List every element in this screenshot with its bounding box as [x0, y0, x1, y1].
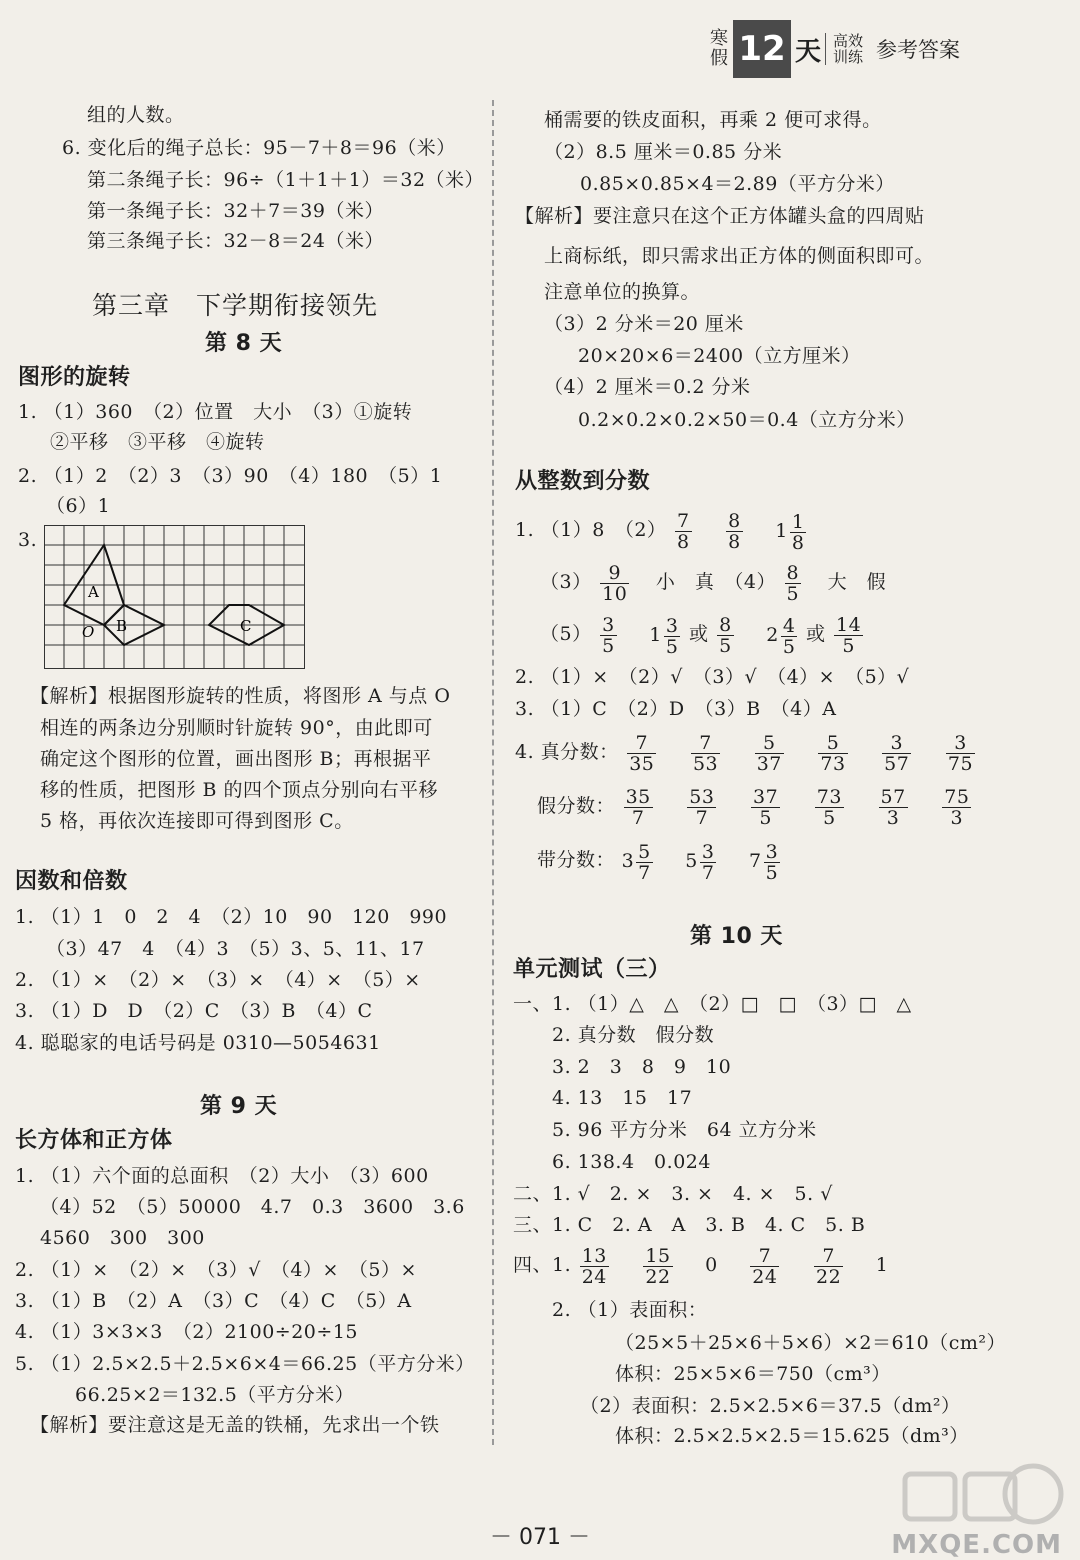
fraction: $\frac{3}{57}$ [884, 731, 910, 775]
text-line: 4. （1）3×3×3 （2）2100÷20÷15 [15, 1321, 358, 1343]
watermark-text: MXQE.COM [891, 1530, 1062, 1560]
text-line: 第二条绳子长：96÷（1＋1＋1）＝32（米） [87, 169, 485, 191]
mixed-number: 5 $\frac{3}{7}$ [685, 840, 715, 884]
row-label: 带分数： [537, 849, 616, 871]
text-line: 0.85×0.85×4＝2.89（平方分米） [580, 173, 895, 195]
text-line: （2）表面积：2.5×2.5×6＝37.5（dm²） [580, 1395, 961, 1417]
text-line: 2. （1）2 （2）3 （3）90 （4）180 （5）1 [18, 465, 443, 487]
fraction: $\frac{37}{5}$ [753, 785, 779, 829]
section-heading: 从整数到分数 [515, 469, 651, 494]
text-line: 2. （1）× （2）× （3）× （4）× （5）× [15, 969, 421, 991]
fraction: $\frac{7}{35}$ [629, 731, 655, 775]
fraction: $\frac{7}{24}$ [752, 1244, 778, 1288]
text-line: 2. （1）表面积： [552, 1299, 708, 1321]
header-training: 高效训练 [825, 33, 866, 65]
header-number: 12 [733, 20, 791, 78]
label-a: A [88, 583, 99, 601]
header-season: 寒假 [710, 28, 728, 69]
text-line: 3. （1）D D （2）C （3）B （4）C [15, 1000, 373, 1022]
value-text: 1 [875, 1254, 889, 1276]
text-line: 6. 变化后的绳子总长：95－7＋8＝96（米） [62, 137, 456, 159]
row-text: 大 假 [827, 571, 887, 593]
text-line: 1. （1）1 0 2 4 （2）10 90 120 990 [15, 906, 448, 928]
day-heading: 第 10 天 [690, 924, 783, 949]
text-line: 组的人数。 [87, 104, 185, 126]
row-label: 1. （1）8 （2） [515, 519, 667, 541]
text-line: （2）8.5 厘米＝0.85 分米 [544, 141, 783, 163]
text-line: （25×5＋25×6＋5×6）×2＝610（cm²） [615, 1332, 1007, 1354]
chapter-title: 第三章 下学期衔接领先 [92, 291, 379, 320]
text-line: 3. [18, 529, 38, 551]
analysis-line: 相连的两条边分别顺时针旋转 90°，由此即可 [40, 717, 433, 739]
rotation-grid-figure [44, 525, 306, 670]
row-label: 四、1. [513, 1254, 572, 1276]
text-line: （4）2 厘米＝0.2 分米 [544, 376, 751, 398]
analysis-line: 5 格，再依次连接即可得到图形 C。 [40, 810, 354, 832]
analysis-line: 【解析】要注意这是无盖的铁桶，先求出一个铁 [30, 1414, 440, 1436]
mixed-number: 3 $\frac{5}{7}$ [621, 840, 651, 884]
text-line: 2. （1）× （2）√ （3）√ （4）× （5）√ [515, 666, 910, 688]
text-line: （3）47 4 （4）3 （5）3、5、11、17 [46, 938, 425, 960]
text-line: 66.25×2＝132.5（平方分米） [75, 1384, 355, 1406]
section-heading: 因数和倍数 [15, 869, 128, 894]
text-line: 3. 2 3 8 9 10 [552, 1056, 732, 1078]
text-line: 2. （1）× （2）× （3）√ （4）× （5）× [15, 1259, 417, 1281]
text-line: 1. （1）360 （2）位置 大小 （3）①旋转 [18, 401, 413, 423]
mixed-number: 1 $\frac{1}{8}$ [775, 510, 805, 554]
fraction: $\frac{8}{5}$ [786, 561, 800, 605]
text-line: 2. 真分数 假分数 [552, 1024, 715, 1046]
fraction-row [513, 1243, 888, 1287]
fraction: $\frac{7}{22}$ [816, 1244, 842, 1288]
fraction-row [515, 508, 808, 553]
fraction-row [537, 838, 782, 883]
label-c: C [240, 617, 252, 635]
fraction: $\frac{73}{5}$ [816, 785, 842, 829]
fraction: $\frac{7}{8}$ [676, 509, 690, 553]
text-line: 5. （1）2.5×2.5＋2.5×6×4＝66.25（平方分米） [15, 1353, 475, 1375]
text-line: 4. 13 15 17 [552, 1087, 693, 1109]
page-number: － 071 － [490, 1525, 590, 1550]
fraction: $\frac{15}{22}$ [645, 1244, 671, 1288]
text-line: 体积：25×5×6＝750（cm³） [615, 1363, 891, 1385]
header-day-char: 天 [795, 36, 822, 67]
row-label: 假分数： [537, 795, 616, 817]
label-o: O [82, 623, 95, 641]
text-line: （3）2 分米＝20 厘米 [544, 313, 744, 335]
fraction: $\frac{35}{7}$ [625, 785, 651, 829]
row-label: （5） [540, 623, 592, 645]
text-line: 3. （1）B （2）A （3）C （4）C （5）A [15, 1290, 412, 1312]
text-line: 0.2×0.2×0.2×50＝0.4（立方分米） [578, 409, 916, 431]
text-line: 第三条绳子长：32－8＝24（米） [87, 230, 384, 252]
analysis-line: 注意单位的换算。 [544, 281, 701, 303]
fraction: $\frac{7}{53}$ [692, 731, 719, 775]
mixed-number: 7 $\frac{3}{5}$ [749, 840, 779, 884]
fraction: $\frac{3}{75}$ [947, 731, 974, 775]
section-heading: 图形的旋转 [18, 365, 131, 390]
fraction: $\frac{5}{37}$ [756, 731, 782, 775]
text-line: （4）52 （5）50000 4.7 0.3 3600 3.6 [40, 1196, 465, 1218]
column-divider [492, 100, 494, 1445]
fraction-row [540, 612, 865, 657]
label-b: B [116, 617, 128, 635]
text-line: 桶需要的铁皮面积，再乘 2 便可求得。 [544, 109, 882, 131]
or-text: 或 [805, 623, 826, 645]
text-line: 3. （1）C （2）D （3）B （4）A [515, 698, 837, 720]
fraction: $\frac{57}{3}$ [880, 785, 906, 829]
analysis-line: 确定这个图形的位置，画出图形 B；再根据平 [40, 748, 432, 770]
mixed-number: 1 $\frac{3}{5}$ [649, 614, 679, 658]
analysis-line: 上商标纸，即只需求出正方体的侧面积即可。 [544, 245, 935, 267]
text-line: 二、1. √ 2. × 3. × 4. × 5. √ [513, 1183, 833, 1205]
text-line: 6. 138.4 0.024 [552, 1151, 711, 1173]
text-line: 4. 聪聪家的电话号码是 0310—5054631 [15, 1032, 381, 1054]
text-line: 20×20×6＝2400（立方厘米） [578, 345, 861, 367]
text-line: 体积：2.5×2.5×2.5＝15.625（dm³） [615, 1425, 969, 1447]
text-line: ②平移 ③平移 ④旋转 [50, 431, 265, 453]
row-text: 小 真 （4） [655, 571, 776, 593]
fraction: $\frac{13}{24}$ [581, 1244, 607, 1288]
fraction: $\frac{53}{7}$ [689, 785, 715, 829]
fraction-row [537, 784, 973, 828]
text-line: 4560 300 300 [40, 1227, 205, 1249]
book-header [705, 20, 960, 78]
analysis-line: 移的性质，把图形 B 的四个顶点分别向右平移 [40, 779, 439, 801]
fraction-row [515, 730, 977, 774]
value-text: 0 [705, 1254, 718, 1276]
fraction: $\frac{3}{5}$ [602, 613, 615, 657]
fraction: $\frac{5}{73}$ [820, 731, 846, 775]
fraction: $\frac{8}{8}$ [728, 509, 741, 553]
analysis-line: 【解析】根据图形旋转的性质，将图形 A 与点 O [30, 685, 451, 707]
day-heading: 第 9 天 [200, 1094, 278, 1119]
day-heading: 第 8 天 [205, 331, 283, 356]
section-heading: 单元测试（三） [513, 957, 671, 982]
fraction: $\frac{8}{5}$ [719, 613, 732, 657]
fraction-row [540, 560, 886, 604]
text-line: 三、1. C 2. A A 3. B 4. C 5. B [513, 1214, 866, 1236]
section-heading: 长方体和正方体 [15, 1128, 173, 1153]
text-line: 第一条绳子长：32＋7＝39（米） [87, 200, 384, 222]
fraction: $\frac{14}{5}$ [836, 613, 862, 657]
text-line: 5. 96 平方分米 64 立方分米 [552, 1119, 817, 1141]
fraction: $\frac{75}{3}$ [944, 785, 970, 829]
row-label: 4. 真分数： [515, 741, 619, 763]
fraction: $\frac{9}{10}$ [602, 561, 628, 605]
or-text: 或 [689, 623, 709, 645]
text-line: 1. （1）六个面的总面积 （2）大小 （3）600 [15, 1165, 429, 1187]
mixed-number: 2 $\frac{4}{5}$ [766, 614, 796, 658]
text-line: （6）1 [46, 495, 111, 517]
text-line: 一、1. （1）△ △ （2）□ □ （3）□ △ [513, 993, 912, 1015]
row-label: （3） [540, 571, 592, 593]
header-title: 参考答案 [876, 38, 961, 62]
analysis-line: 【解析】要注意只在这个正方体罐头盒的四周贴 [515, 205, 925, 227]
